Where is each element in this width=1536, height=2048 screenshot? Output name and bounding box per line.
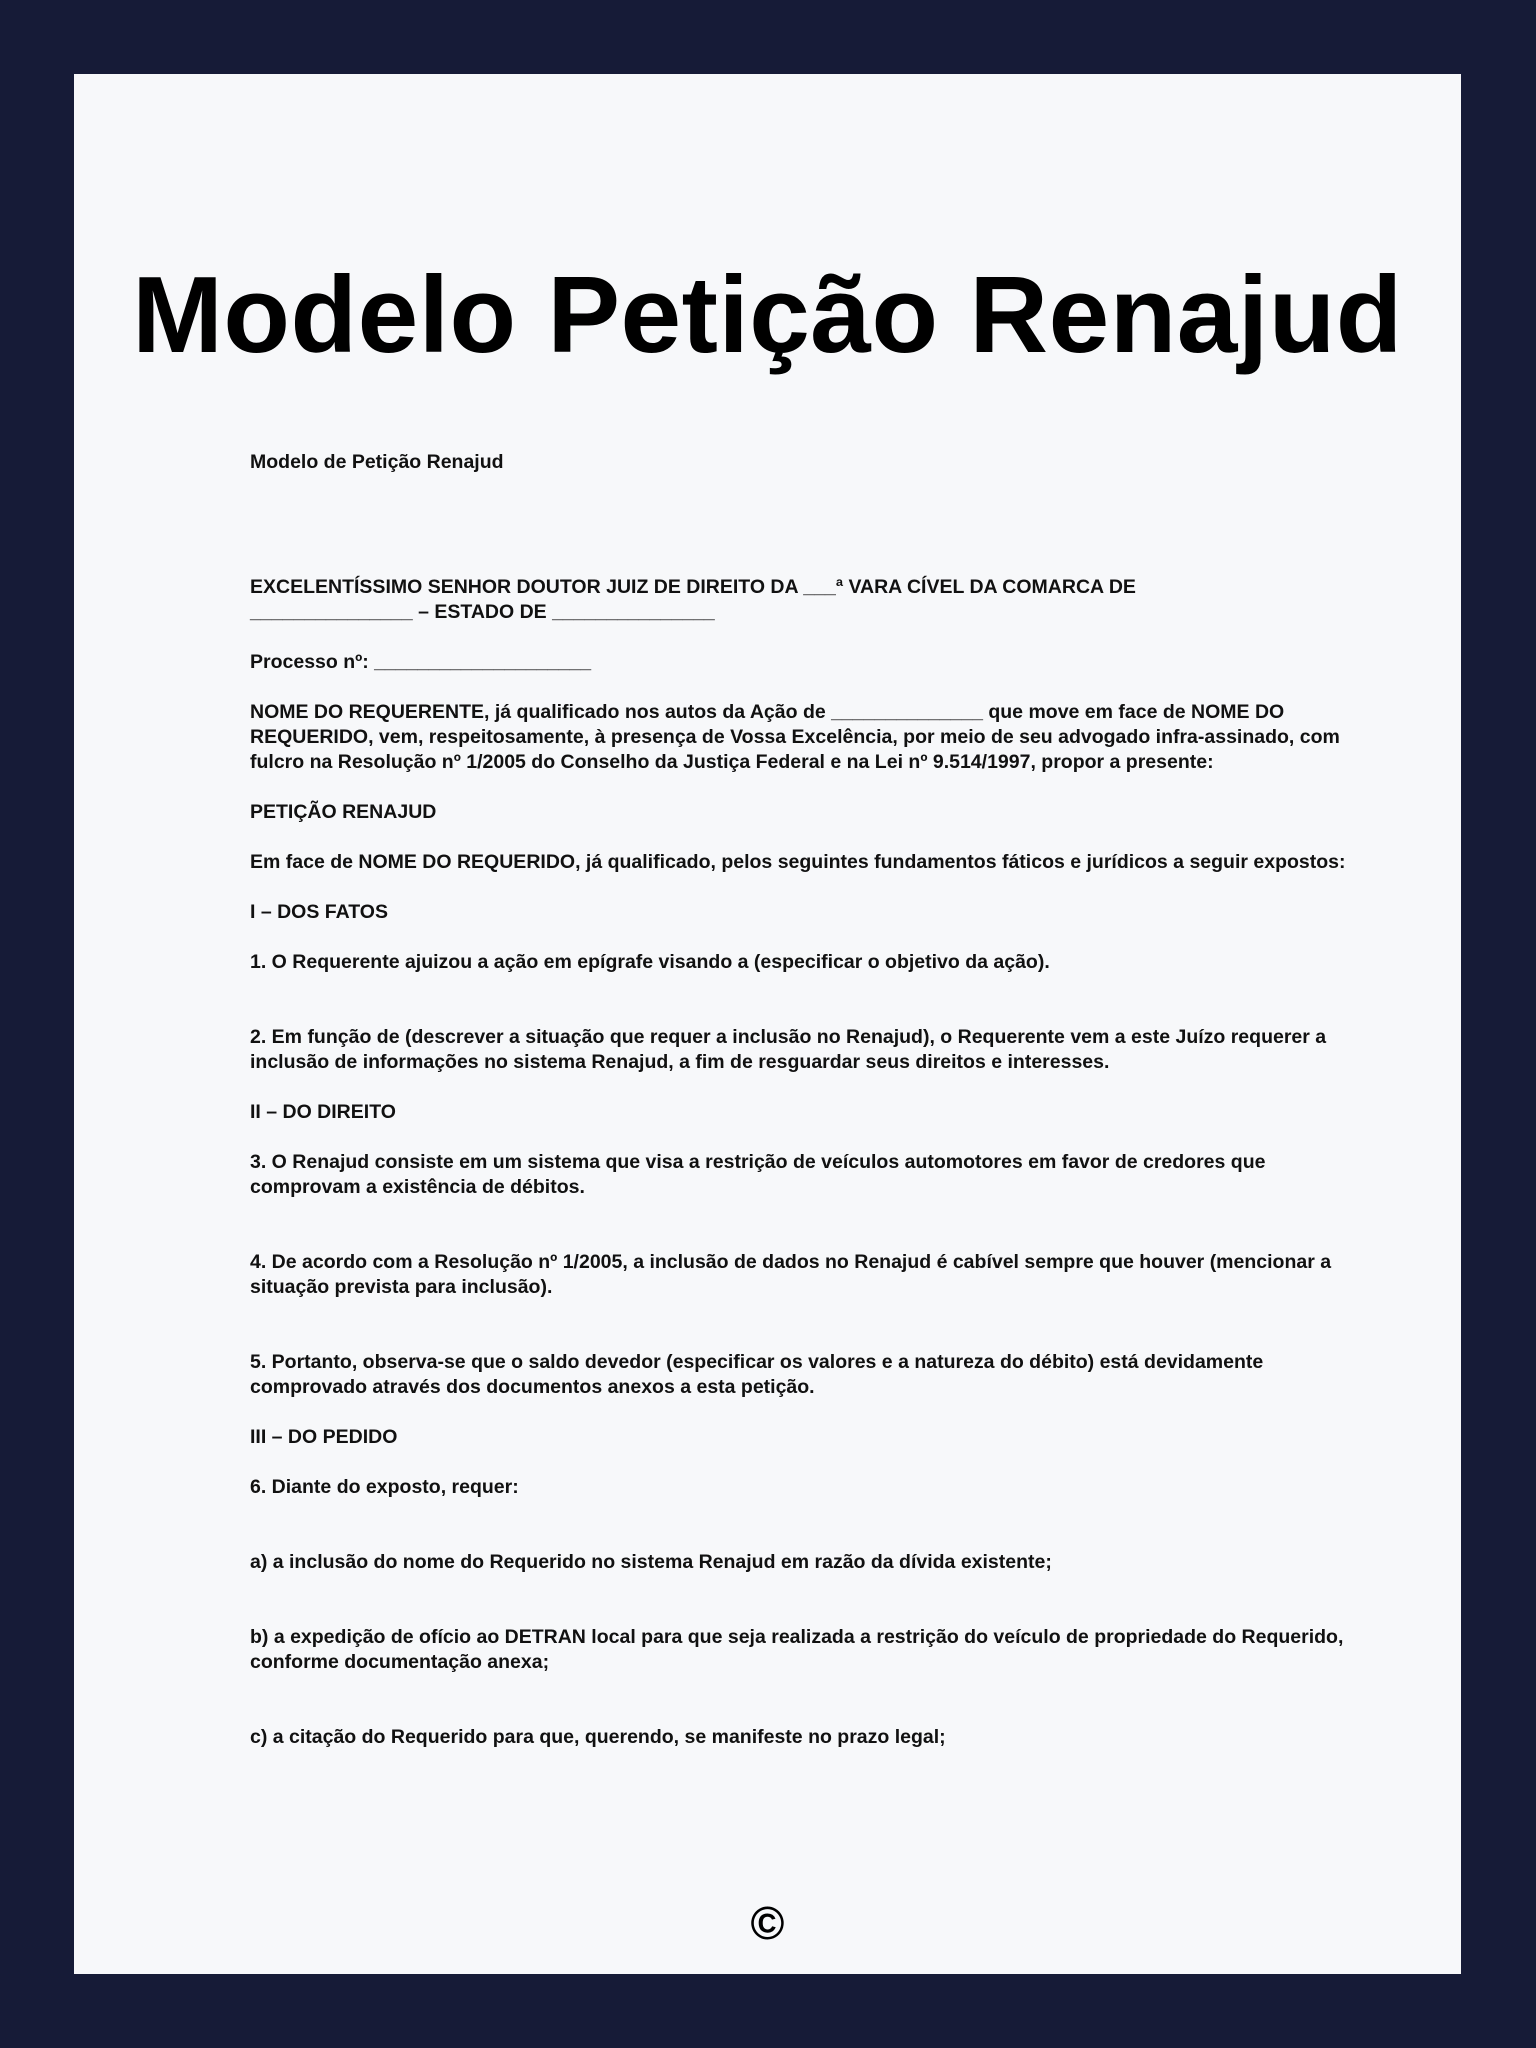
item-b: b) a expedição de ofício ao DETRAN local para que seja realizada a restrição do veículo de propriedade do Requerido, conforme documentação anexa; bbox=[250, 1626, 1344, 1673]
grounds-paragraph: Em face de NOME DO REQUERIDO, já qualificado, pelos seguintes fundamentos fáticos e jurídicos a seguir expostos: bbox=[250, 851, 1346, 873]
section-law-heading: II – DO DIREITO bbox=[250, 1101, 396, 1123]
document-subtitle: Modelo de Petição Renajud bbox=[250, 451, 504, 473]
item-1: 1. O Requerente ajuizou a ação em epígrafe visando a (especificar o objetivo da ação). bbox=[250, 951, 1050, 973]
item-a: a) a inclusão do nome do Requerido no sistema Renajud em razão da dívida existente; bbox=[250, 1551, 1052, 1573]
item-5: 5. Portanto, observa-se que o saldo devedor (especificar os valores e a natureza do débito) está devidamente comprovado através dos documentos anexos a esta petição. bbox=[250, 1351, 1264, 1398]
petition-heading: PETIÇÃO RENAJUD bbox=[250, 801, 437, 823]
intro-paragraph: NOME DO REQUERENTE, já qualificado nos autos da Ação de ______________ que move em face de NOME DO REQUERIDO, vem, respeitosamente, à presença de Vossa Excelência, por meio de seu advogado infra-assinado, com fulcro na Resolução nº 1/2005 do Conselho da Justiça Federal e na Lei nº 9.514/1997, propor a presente: bbox=[250, 701, 1340, 773]
item-2: 2. Em função de (descrever a situação que requer a inclusão no Renajud), o Requerente vem a este Juízo requerer a inclusão de informações no sistema Renajud, a fim de resguardar seus direitos e interesses. bbox=[250, 1026, 1327, 1073]
document-title: Modelo Petição Renajud bbox=[132, 254, 1403, 376]
section-request-heading: III – DO PEDIDO bbox=[250, 1426, 398, 1448]
document-page bbox=[74, 74, 1461, 1974]
section-facts-heading: I – DOS FATOS bbox=[250, 901, 388, 923]
process-number: Processo nº: ____________________ bbox=[250, 651, 592, 673]
item-c: c) a citação do Requerido para que, querendo, se manifeste no prazo legal; bbox=[250, 1726, 946, 1748]
document-body bbox=[250, 450, 1358, 1750]
address-line-1: EXCELENTÍSSIMO SENHOR DOUTOR JUIZ DE DIREITO DA ___ª VARA CÍVEL DA COMARCA DE bbox=[250, 576, 1136, 598]
copyright-icon: © bbox=[750, 1897, 785, 1949]
address-line-2: _______________ – ESTADO DE _______________ bbox=[250, 601, 715, 623]
item-4: 4. De acordo com a Resolução nº 1/2005, a inclusão de dados no Renajud é cabível sempre que houver (mencionar a situação prevista para inclusão). bbox=[250, 1251, 1332, 1298]
item-3: 3. O Renajud consiste em um sistema que visa a restrição de veículos automotores em favor de credores que comprovam a existência de débitos. bbox=[250, 1151, 1266, 1198]
item-6: 6. Diante do exposto, requer: bbox=[250, 1476, 519, 1498]
